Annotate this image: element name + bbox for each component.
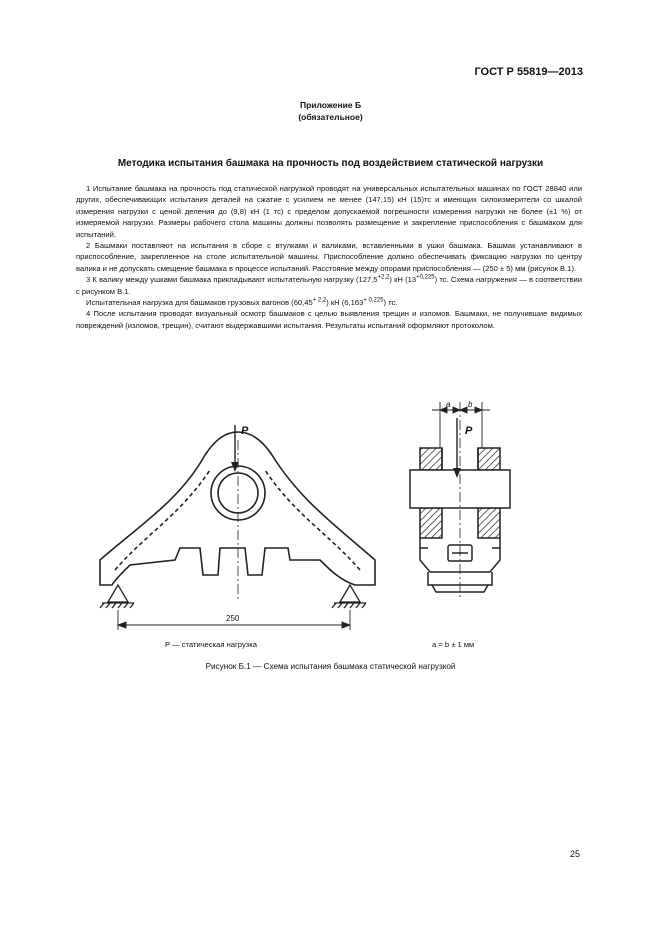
page-number: 25 bbox=[570, 849, 581, 859]
document-standard-code: ГОСТ Р 55819—2013 bbox=[474, 66, 583, 78]
load-label-right: P bbox=[465, 425, 473, 437]
support-right bbox=[332, 585, 366, 608]
dimension-label: 250 bbox=[226, 614, 240, 623]
appendix-title: Приложение Б bbox=[299, 100, 362, 110]
shoe-side-view bbox=[100, 432, 375, 585]
paragraph-1: 1 Испытание башмака на прочность под статической нагрузкой проводят на универсальных испытательных машинах по ГОСТ 28840 или других, обеспечивающих испытания деталей на сжатие с усилием не менее (147,15) кН (15)тс и имеющих силоизмерители со шкалой измерения нагрузки с ценой деления до (9,8) кН (1 тс) с пределом допускаемой погрешности измерения нагрузки не более (±1 %) от измеряемой нагрузки. Размеры рабочего стола машины должны позволять размещение и закрепление приспособления с башмаком для испытаний. bbox=[76, 184, 582, 239]
paragraph-freight-load: Испытательная нагрузка для башмаков грузовых вагонов $(60,45^{+ 2,2})$ кН $(6,163^{+ 0,225})$ тс. bbox=[86, 297, 398, 308]
dimension-a-b bbox=[432, 402, 490, 448]
load-label-left: P bbox=[241, 425, 249, 437]
dimension-a-label: a bbox=[446, 400, 451, 409]
figure-legend-tolerance: a = b ± 1 мм bbox=[432, 640, 475, 649]
figure-legend-load: P — статическая нагрузка bbox=[165, 640, 257, 649]
paragraph-2: 2 Башмаки поставляют на испытания в сборе с втулками и валиками, вставленными в ушки башмака. Башмак устанавливают в приспособление, закрепленное на столе испытательной машины. Приспособление должно обеспечивать фиксацию нагрузки по центру валика и не допускать смещение башмака в процессе испытаний. Расстояние между опорами приспособления — (250 ± 5) мм (рисунок В.1). bbox=[76, 241, 582, 273]
paragraph-4: 4 После испытания проводят визуальный осмотр башмаков с целью выявления трещин и изломов. Башмаки, не получившие видимых повреждений (изломов, трещин), считают выдержавшими испытания. Результаты испытаний оформляют протоколом. bbox=[76, 309, 582, 330]
dimension-b-label: b bbox=[468, 400, 473, 409]
support-left bbox=[100, 585, 134, 608]
paragraph-3: 3 К валику между ушками башмака прикладывают испытательную нагрузку $(127,5^{+2,2})$ кН $(13^{+0,225})$ тс. Схема нагружения — в соответствии с рисунком В.1. bbox=[76, 274, 583, 296]
appendix-status: (обязательное) bbox=[298, 112, 363, 122]
figure-caption: Рисунок Б.1 — Схема испытания башмака статической нагрузкой bbox=[205, 662, 456, 671]
section-title: Методика испытания башмака на прочность под воздействием статической нагрузки bbox=[117, 158, 544, 169]
